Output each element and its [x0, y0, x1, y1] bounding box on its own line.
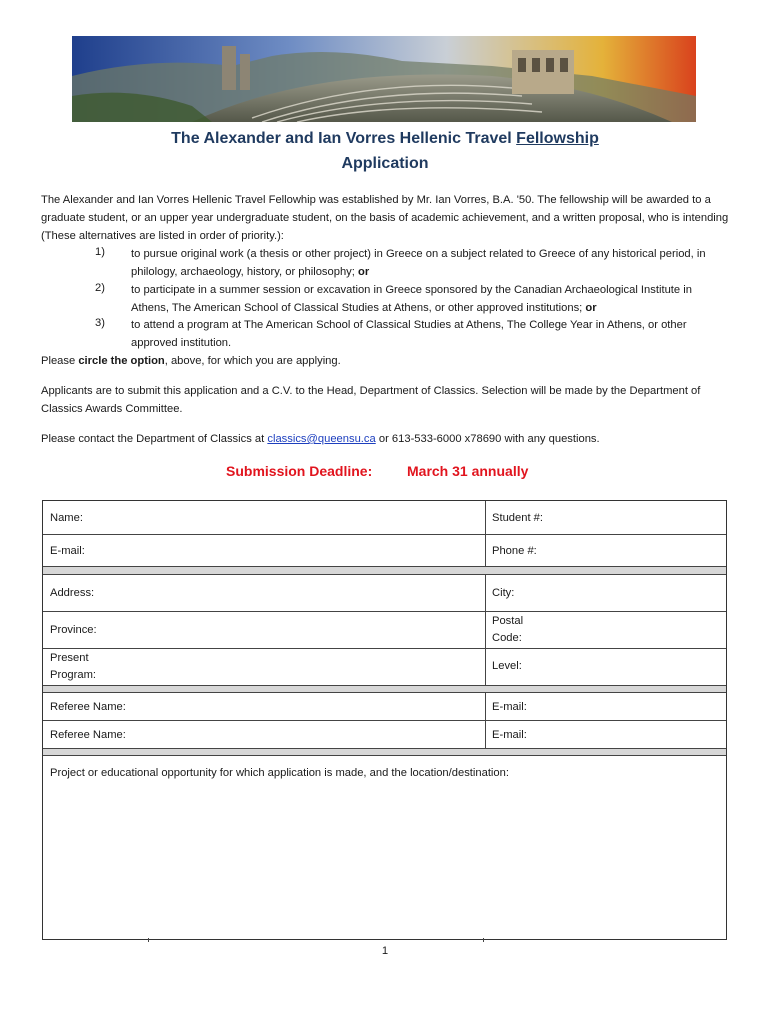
contact-line: Please contact the Department of Classics at classics@queensu.ca or 613-533-6000 x78690 with any questions.: [41, 433, 600, 445]
form-row: [43, 721, 726, 749]
form-separator: [43, 686, 726, 693]
form-row: [43, 693, 726, 721]
referee-name-label: Referee Name:: [50, 701, 126, 713]
email-label: E-mail:: [50, 545, 85, 557]
page-title: [0, 130, 770, 148]
application-form-table: [42, 500, 727, 940]
form-row: [43, 535, 726, 567]
form-separator: [43, 749, 726, 756]
column-divider: [485, 575, 486, 686]
title-fellowship-link[interactable]: Fellowship: [516, 130, 599, 147]
referee-name-label: Referee Name:: [50, 729, 126, 741]
column-divider: [485, 501, 486, 567]
contact-email-link[interactable]: classics@queensu.ca: [267, 433, 376, 445]
student-number-label: Student #:: [492, 512, 544, 524]
present-program-label: Present Program:: [50, 652, 97, 681]
option-text: to participate in a summer session or excavation in Greece sponsored by the Canadian Archaeological Institute in Athens, The American School of Classical Studies at Athens, or other approved institutions; or: [131, 284, 692, 314]
form-row: [43, 501, 726, 535]
project-label: Project or educational opportunity for which application is made, and the location/destination:: [50, 767, 509, 779]
postal-code-label: Postal Code:: [492, 615, 524, 644]
form-separator: [43, 567, 726, 575]
header-banner-image: [72, 36, 696, 122]
province-label: Province:: [50, 624, 97, 636]
referee-email-label: E-mail:: [492, 701, 527, 713]
option-number: 1): [95, 246, 105, 258]
deadline-label: Submission Deadline:: [226, 463, 373, 479]
form-row: [43, 612, 726, 649]
option-number: 3): [95, 317, 105, 329]
page-number: 1: [381, 945, 389, 957]
level-label: Level:: [492, 660, 522, 672]
title-text: The Alexander and Ian Vorres Hellenic Travel: [171, 130, 517, 147]
table-tick: [483, 938, 484, 942]
table-tick: [148, 938, 149, 942]
circle-instruction: Please circle the option, above, for which you are applying.: [41, 355, 341, 367]
referee-email-label: E-mail:: [492, 729, 527, 741]
form-row: [43, 649, 726, 686]
address-label: Address:: [50, 587, 95, 599]
city-label: City:: [492, 587, 515, 599]
column-divider: [485, 693, 486, 749]
page-subtitle: Application: [341, 155, 429, 172]
name-label: Name:: [50, 512, 83, 524]
option-number: 2): [95, 282, 105, 294]
option-text: to pursue original work (a thesis or other project) in Greece on a subject related to Greece of any historical period, in philology, archaeology, history, or philosophy; or: [131, 248, 706, 278]
submit-instructions: Applicants are to submit this application and a C.V. to the Head, Department of Classics. Selection will be made by the Department of Classics Awards Committee.: [41, 385, 701, 415]
phone-label: Phone #:: [492, 545, 537, 557]
form-row: [43, 575, 726, 612]
option-text: to attend a program at The American School of Classical Studies at Athens, The College Year in Athens, or other approved institution.: [131, 319, 687, 349]
intro-paragraph: The Alexander and Ian Vorres Hellenic Travel Fellowhip was established by Mr. Ian Vorres, B.A. '50. The fellowship will be awarded to a graduate student, or an upper year undergraduate student, on the basis of academic achievement, and a written proposal, who is intending (These alternatives are listed in order of priority.):: [41, 194, 729, 242]
deadline-value: March 31 annually: [407, 463, 529, 479]
